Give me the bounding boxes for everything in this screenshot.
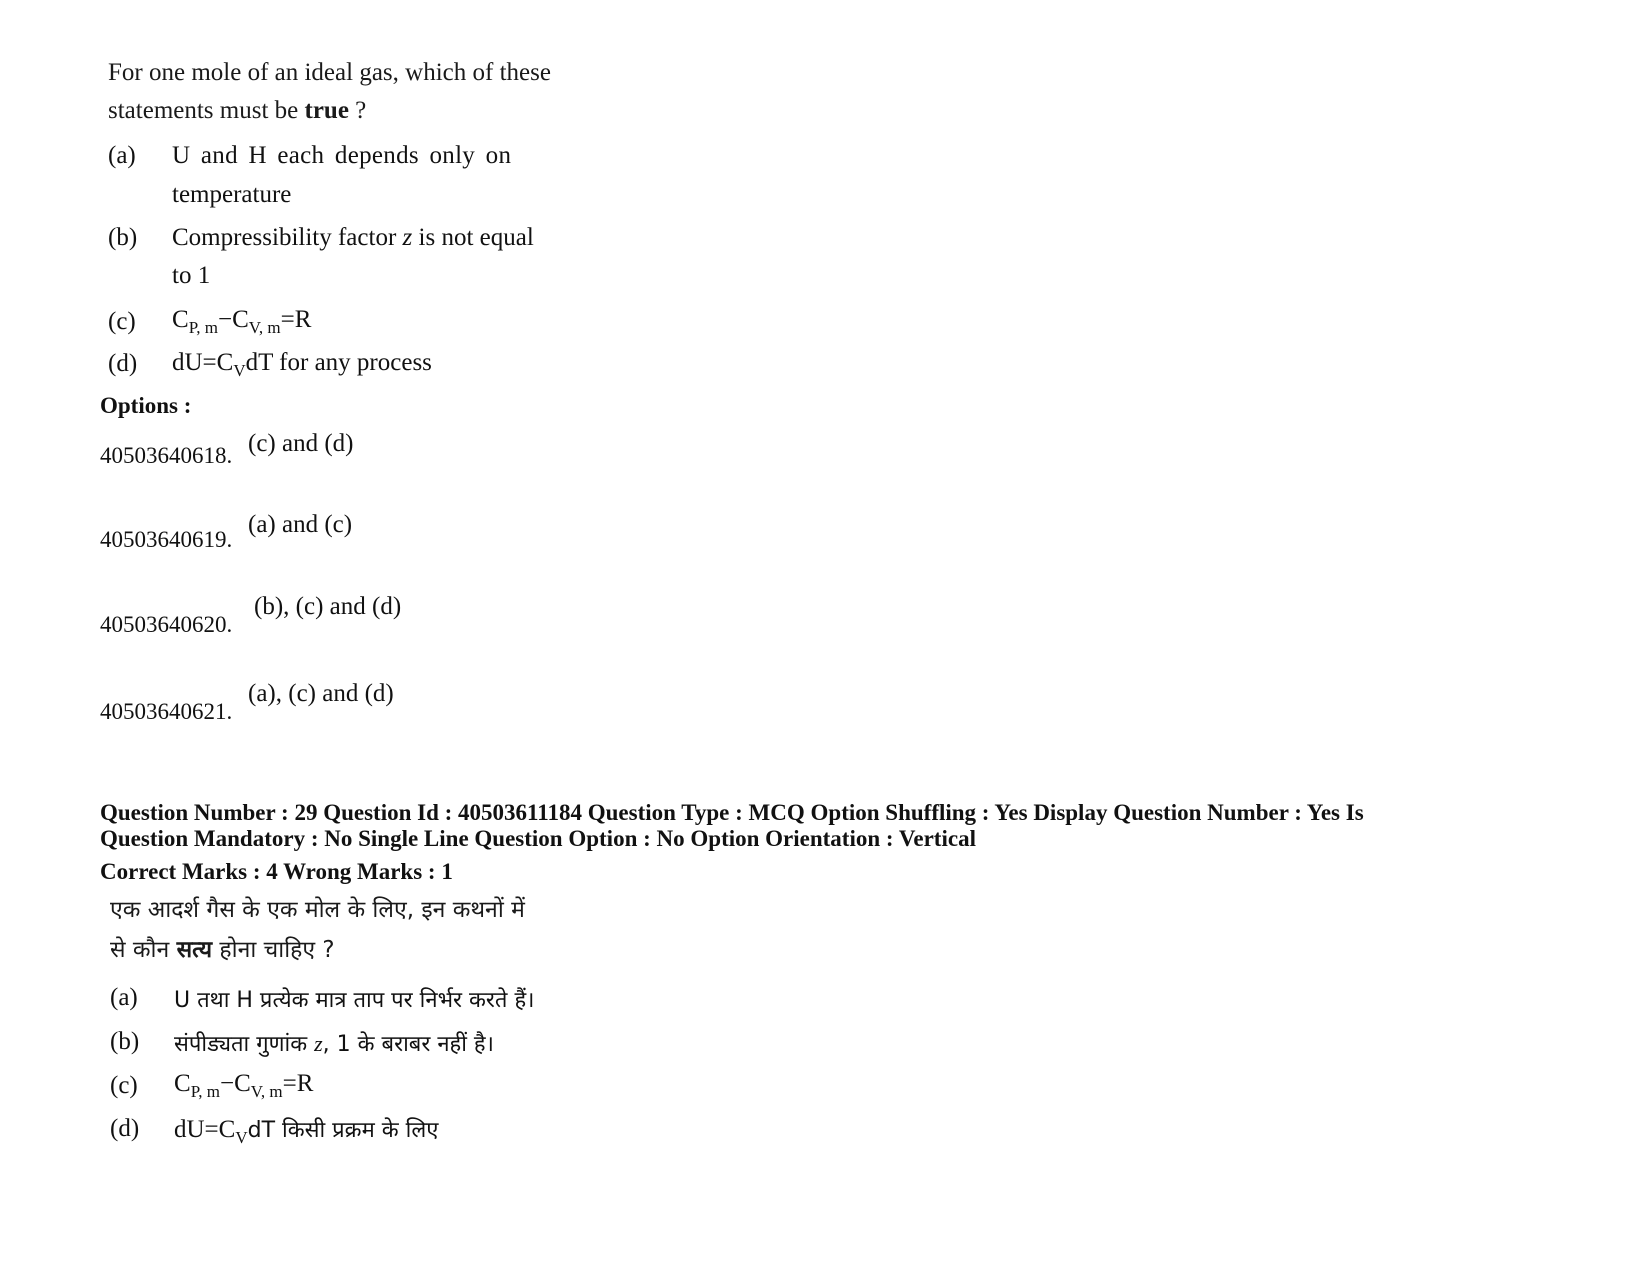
option-id-1: 40503640618. (100, 443, 233, 468)
hi-item-c-label: (c) (110, 1072, 138, 1099)
option-id-4: 40503640621. (100, 699, 233, 724)
item-b-line1: Compressibility factor z is not equal (172, 224, 534, 251)
question-stem-hi (110, 899, 525, 979)
item-d-label: (d) (108, 350, 138, 377)
item-a-line1: U and H each depends only on (172, 142, 512, 169)
option-text-1: (c) and (d) (248, 430, 354, 457)
option-text-4: (a), (c) and (d) (248, 680, 394, 707)
item-b-line2: to 1 (172, 262, 211, 289)
hi-item-d-formula: $dU=C_VdT$ किसी प्रक्रम के लिए (174, 1116, 439, 1147)
hi-item-b-label: (b) (110, 1028, 140, 1055)
question-stem-en (108, 60, 551, 136)
hi-item-d-label: (d) (110, 1115, 140, 1142)
hi-item-a-text: U तथा H प्रत्येक मात्र ताप पर निर्भर करते हैं। (174, 988, 535, 1013)
item-c-formula: $C_{P, m}-C_{V, m}=R$ (172, 306, 312, 337)
item-a-label: (a) (108, 142, 136, 169)
option-id-2: 40503640619. (100, 527, 233, 552)
stem-hi-line-1: एक आदर्श गैस के एक मोल के लिए, इन कथनों में (110, 897, 525, 923)
stem-line-1: For one mole of an ideal gas, which of these (108, 59, 551, 86)
hi-item-b-text: संपीड्यता गुणांक z, 1 के बराबर नहीं है। (174, 1031, 494, 1057)
hi-item-a-label: (a) (110, 984, 138, 1011)
item-b-label: (b) (108, 224, 138, 251)
question-meta-line-1: Question Number : 29 Question Id : 40503611184 Question Type : MCQ Option Shuffling : Yes Display Question Number : Yes Is (100, 800, 1364, 825)
option-id-3: 40503640620. (100, 612, 233, 637)
option-text-3: (b), (c) and (d) (254, 593, 402, 620)
option-text-2: (a) and (c) (248, 511, 353, 538)
marks-info: Correct Marks : 4 Wrong Marks : 1 (100, 859, 453, 884)
hi-item-c-formula: $C_{P, m}-C_{V, m}=R$ (174, 1070, 314, 1101)
options-heading: Options : (100, 393, 192, 418)
item-d-formula: $dU=C_VdT$ for any process (172, 349, 432, 380)
item-c-label: (c) (108, 308, 136, 335)
stem-line-2: statements must be true ? (108, 97, 367, 124)
stem-hi-line-2: से कौन सत्य होना चाहिए ? (110, 937, 335, 963)
item-a-line2: temperature (172, 181, 292, 208)
question-meta-line-2: Question Mandatory : No Single Line Question Option : No Option Orientation : Vertical (100, 826, 976, 851)
